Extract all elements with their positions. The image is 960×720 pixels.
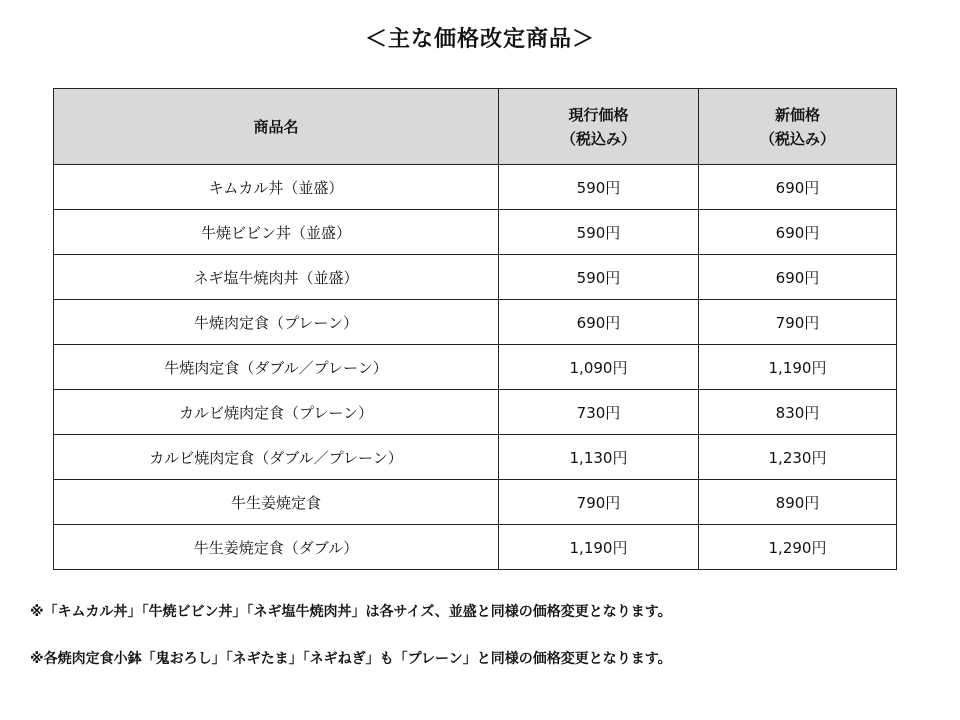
page-title: ＜主な価格改定商品＞ [364,27,595,52]
product-name-cell: ネギ塩牛焼肉丼（並盛） [54,255,499,300]
header-current-price [499,89,699,165]
header-new-price [699,89,897,165]
header-new-price-tax: （税込み） [759,129,835,148]
header-new-price-label: 新価格 [774,105,820,124]
new-price-cell: 1,290円 [699,525,897,570]
current-price-cell: 590円 [499,210,699,255]
product-name-cell: カルビ焼肉定食（ダブル／プレーン） [54,435,499,480]
table-row [54,255,897,300]
new-price-cell: 830円 [699,390,897,435]
note-size-variants: ※「キムカル丼」「牛焼ビビン丼」「ネギ塩牛焼肉丼」は各サイズ、並盛と同様の価格変更となります。 [30,604,672,620]
table-row [54,435,897,480]
product-name-cell: 牛生姜焼定食 [54,480,499,525]
note-side-dishes: ※各焼肉定食小鉢「鬼おろし」「ネギたま」「ネギねぎ」も「プレーン」と同様の価格変更となります。 [30,651,672,667]
new-price-cell: 1,230円 [699,435,897,480]
header-current-price-label: 現行価格 [568,105,629,124]
current-price-cell: 690円 [499,300,699,345]
product-name-cell: 牛生姜焼定食（ダブル） [54,525,499,570]
table-row [54,165,897,210]
header-current-price-tax: （税込み） [560,129,636,148]
current-price-cell: 1,190円 [499,525,699,570]
current-price-cell: 590円 [499,165,699,210]
current-price-cell: 590円 [499,255,699,300]
new-price-cell: 690円 [699,165,897,210]
table-row [54,345,897,390]
current-price-cell: 1,130円 [499,435,699,480]
header-product-name: 商品名 [54,89,499,165]
new-price-cell: 890円 [699,480,897,525]
product-name-cell: キムカル丼（並盛） [54,165,499,210]
table-row [54,300,897,345]
table-row [54,480,897,525]
current-price-cell: 730円 [499,390,699,435]
table-row [54,525,897,570]
new-price-cell: 790円 [699,300,897,345]
new-price-cell: 1,190円 [699,345,897,390]
new-price-cell: 690円 [699,255,897,300]
table-header-row [54,89,897,165]
table-row [54,390,897,435]
product-name-cell: 牛焼肉定食（プレーン） [54,300,499,345]
product-name-cell: 牛焼肉定食（ダブル／プレーン） [54,345,499,390]
current-price-cell: 1,090円 [499,345,699,390]
product-name-cell: カルビ焼肉定食（プレーン） [54,390,499,435]
product-name-cell: 牛焼ビビン丼（並盛） [54,210,499,255]
table-row [54,210,897,255]
price-revision-table [53,88,897,570]
current-price-cell: 790円 [499,480,699,525]
new-price-cell: 690円 [699,210,897,255]
